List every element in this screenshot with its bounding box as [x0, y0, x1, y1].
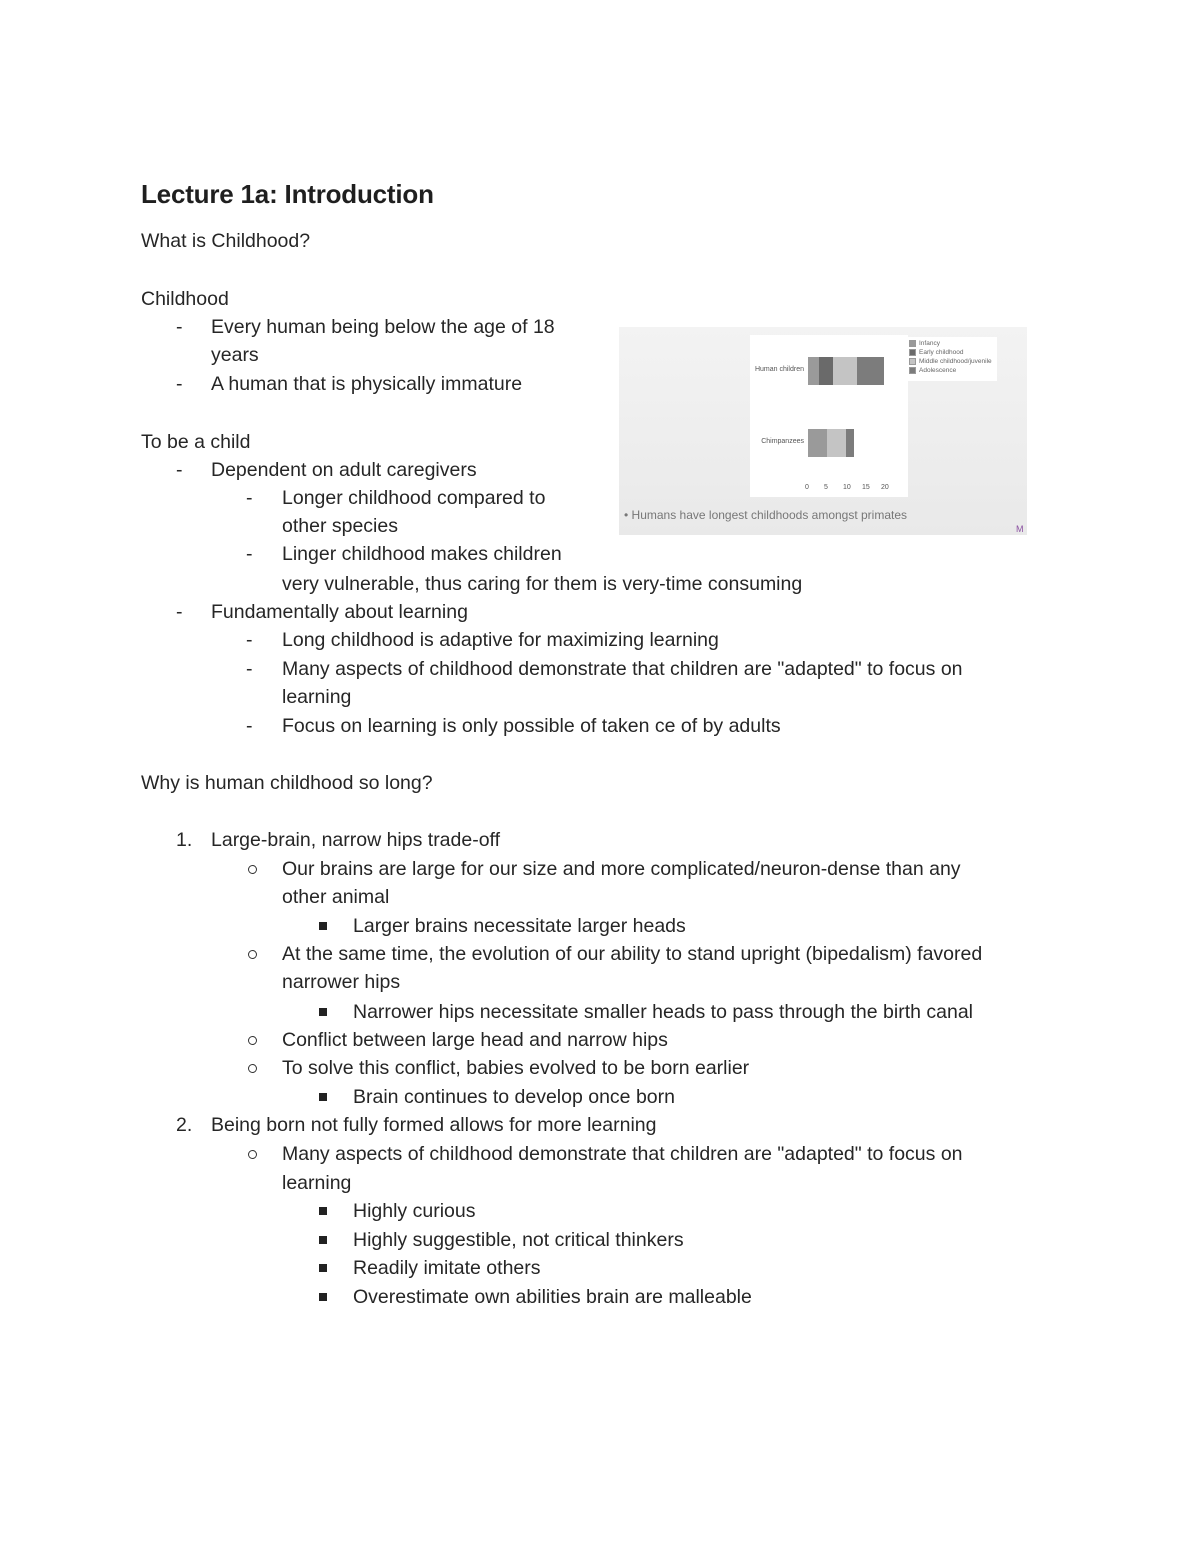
square-bullet — [319, 1236, 327, 1244]
x-tick-label: 15 — [862, 484, 870, 491]
question-why-long: Why is human childhood so long? — [141, 772, 433, 794]
bar-segment — [857, 357, 884, 385]
reason-2-curious: Highly curious — [353, 1200, 476, 1222]
dash-bullet: - — [176, 373, 183, 395]
square-bullet — [319, 1207, 327, 1215]
dash-bullet: - — [246, 658, 253, 680]
childhood-item-age: Every human being below the age of 18 — [211, 316, 555, 338]
bar-segment — [819, 357, 832, 385]
x-tick-label: 20 — [881, 484, 889, 491]
category-label: Chimpanzees — [761, 438, 804, 445]
dash-bullet: - — [176, 316, 183, 338]
reason-2-imitate: Readily imitate others — [353, 1257, 541, 1279]
legend-swatch — [909, 358, 916, 365]
hollow-circle-bullet — [248, 950, 257, 959]
legend-swatch — [909, 367, 916, 374]
x-tick-label: 0 — [805, 484, 809, 491]
chart-caption: • Humans have longest childhoods amongst primates — [624, 508, 908, 522]
dash-bullet: - — [176, 459, 183, 481]
reason-1-bipedalism-cont: narrower hips — [282, 971, 401, 993]
reason-2-aspects: Many aspects of childhood demonstrate that children are "adapted" to focus on — [282, 1143, 963, 1165]
bar-segment — [833, 357, 858, 385]
reason-1-brain-develops: Brain continues to develop once born — [353, 1086, 675, 1108]
square-bullet — [319, 922, 327, 930]
bar-segment — [846, 429, 854, 457]
child-subitem-longer: Longer childhood compared to — [282, 487, 546, 509]
square-bullet — [319, 1264, 327, 1272]
to-be-a-child-heading: To be a child — [141, 431, 251, 453]
reason-1-larger-heads: Larger brains necessitate larger heads — [353, 915, 686, 937]
square-bullet — [319, 1293, 327, 1301]
hollow-circle-bullet — [248, 1150, 257, 1159]
dash-bullet: - — [246, 543, 253, 565]
bar-segment — [808, 429, 827, 457]
hollow-circle-bullet — [248, 1064, 257, 1073]
dash-bullet: - — [246, 715, 253, 737]
reason-1-label: Large-brain, narrow hips trade-off — [211, 829, 501, 851]
child-subitem-longer-cont: other species — [282, 515, 398, 537]
childhood-item-age-cont: years — [211, 344, 259, 366]
legend-label: Adolescence — [919, 367, 957, 375]
reason-1-bipedalism: At the same time, the evolution of our ability to stand upright (bipedalism) favored — [282, 943, 983, 965]
reason-1-narrower-hips: Narrower hips necessitate smaller heads to pass through the birth canal — [353, 1001, 973, 1023]
child-subitem-aspects: Many aspects of childhood demonstrate that children are "adapted" to focus on — [282, 658, 963, 680]
question-what-is-childhood: What is Childhood? — [141, 230, 311, 252]
logo-mark-icon: M — [1016, 524, 1024, 534]
legend-entry — [909, 358, 992, 365]
list-number: 2. — [176, 1114, 193, 1136]
child-subitem-aspects-cont: learning — [282, 686, 352, 708]
child-subitem-linger: Linger childhood makes children — [282, 543, 562, 565]
dash-bullet: - — [246, 487, 253, 509]
legend-entry — [909, 367, 956, 374]
legend-label: Middle childhood/juvenile — [919, 358, 992, 366]
legend-swatch — [909, 340, 916, 347]
hollow-circle-bullet — [248, 865, 257, 874]
child-item-fundamental: Fundamentally about learning — [211, 601, 468, 623]
category-label: Human children — [754, 366, 804, 373]
hollow-circle-bullet — [248, 1036, 257, 1045]
childhood-heading: Childhood — [141, 288, 229, 310]
child-subitem-focus: Focus on learning is only possible of taken ce of by adults — [282, 715, 781, 737]
square-bullet — [319, 1093, 327, 1101]
bar-segment — [808, 357, 819, 385]
childhood-item-immature: A human that is physically immature — [211, 373, 523, 395]
reason-1-brains-cont: other animal — [282, 886, 390, 908]
list-number: 1. — [176, 829, 193, 851]
x-tick-label: 5 — [824, 484, 828, 491]
child-subitem-adaptive: Long childhood is adaptive for maximizing learning — [282, 629, 719, 651]
legend-label: Infancy — [919, 340, 940, 348]
reason-1-solve: To solve this conflict, babies evolved to be born earlier — [282, 1057, 750, 1079]
dash-bullet: - — [176, 601, 183, 623]
legend-label: Early childhood — [919, 349, 964, 357]
reason-1-brains: Our brains are large for our size and more complicated/neuron-dense than any — [282, 858, 961, 880]
child-subitem-linger-cont: very vulnerable, thus caring for them is very-time consuming — [282, 573, 803, 595]
x-tick-label: 10 — [843, 484, 851, 491]
childhood-length-chart — [619, 327, 1027, 535]
legend-entry — [909, 349, 963, 356]
legend-entry — [909, 340, 940, 347]
bar-segment — [827, 429, 846, 457]
dash-bullet: - — [246, 629, 253, 651]
reason-2-aspects-cont: learning — [282, 1172, 352, 1194]
reason-2-overestimate: Overestimate own abilities brain are malleable — [353, 1286, 752, 1308]
square-bullet — [319, 1008, 327, 1016]
reason-2-label: Being born not fully formed allows for more learning — [211, 1114, 657, 1136]
reason-2-suggestible: Highly suggestible, not critical thinkers — [353, 1229, 684, 1251]
page-title: Lecture 1a: Introduction — [141, 179, 434, 209]
child-item-dependent: Dependent on adult caregivers — [211, 459, 477, 481]
legend-swatch — [909, 349, 916, 356]
reason-1-conflict: Conflict between large head and narrow hips — [282, 1029, 668, 1051]
